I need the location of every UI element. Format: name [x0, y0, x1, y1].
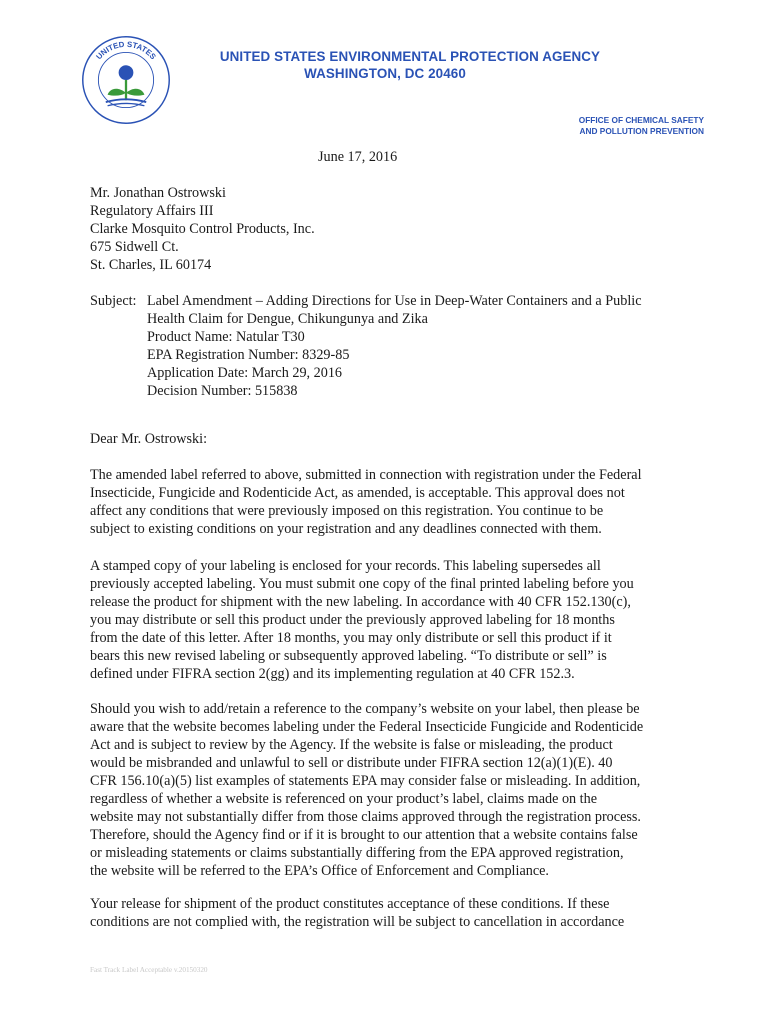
text-line: A stamped copy of your labeling is enclosed for your records. This labeling supersedes all: [90, 558, 601, 574]
office-line-2: AND POLLUTION PREVENTION: [579, 126, 704, 136]
text-line: Should you wish to add/retain a reference to the company’s website on your label, then please be: [90, 701, 640, 717]
office-line-1: OFFICE OF CHEMICAL SAFETY: [578, 115, 704, 125]
text-line: affect any conditions that were previously imposed on this registration. You continue to be: [90, 503, 604, 519]
text-line: Insecticide, Fungicide and Rodenticide Act, as amended, is acceptable. This approval does not: [90, 485, 625, 501]
text-line: would be misbranded and unlawful to sell or distribute under FIFRA section 12(a)(1)(E). 40: [90, 755, 613, 771]
subject-line: Label Amendment – Adding Directions for Use in Deep-Water Containers and a Public: [147, 293, 642, 309]
address-line: Regulatory Affairs III: [90, 203, 214, 219]
address-line: St. Charles, IL 60174: [90, 257, 212, 273]
text-line: previously accepted labeling. You must submit one copy of the final printed labeling before you: [90, 576, 634, 592]
text-line: aware that the website becomes labeling under the Federal Insecticide Fungicide and Rodenticide: [90, 719, 644, 735]
text-line: The amended label referred to above, submitted in connection with registration under the Federal: [90, 467, 642, 483]
subject-line: Product Name: Natular T30: [147, 329, 305, 345]
text-line: bears this new revised labeling or subsequently approved labeling. “To distribute or sell” is: [90, 648, 607, 664]
address-line: Mr. Jonathan Ostrowski: [90, 185, 226, 201]
subject-label: Subject:: [90, 293, 137, 309]
paragraph-approval: [90, 466, 690, 538]
text-line: you may distribute or sell this product under the previously approved labeling for 18 months: [90, 612, 615, 628]
address-line: Clarke Mosquito Control Products, Inc.: [90, 221, 315, 237]
text-line: conditions are not complied with, the registration will be subject to cancellation in accordance: [90, 914, 625, 930]
text-line: subject to existing conditions on your registration and any deadlines connected with them.: [90, 521, 602, 537]
text-line: Therefore, should the Agency find or if it is brought to our attention that a website contains false: [90, 827, 638, 843]
paragraph-labeling: [90, 557, 690, 683]
text-line: Act and is subject to review by the Agency. If the website is false or misleading, the product: [90, 737, 613, 753]
text-line: from the date of this letter. After 18 months, you may only distribute or sell this product if it: [90, 630, 612, 646]
agency-name: UNITED STATES ENVIRONMENTAL PROTECTION AGENCY: [219, 49, 601, 64]
text-line: or misleading statements or claims substantially differing from the EPA approved registration,: [90, 845, 624, 861]
subject-line: Decision Number: 515838: [147, 383, 298, 399]
letter-date: June 17, 2016: [318, 149, 398, 165]
subject-line: Health Claim for Dengue, Chikungunya and Zika: [147, 311, 428, 327]
text-line: regardless of whether a website is referenced on your product’s label, claims made on the: [90, 791, 598, 807]
text-line: the website will be referred to the EPA’s Office of Enforcement and Compliance.: [90, 863, 549, 879]
paragraph-release: [90, 895, 690, 931]
address-line: 675 Sidwell Ct.: [90, 239, 179, 255]
paragraph-website: [90, 700, 690, 880]
salutation: Dear Mr. Ostrowski:: [90, 431, 208, 447]
recipient-address: [90, 184, 315, 274]
footer-note: Fast Track Label Acceptable v.20150320: [90, 966, 208, 974]
text-line: website may not substantially differ from those claims approved through the registration process.: [90, 809, 641, 825]
subject-line: Application Date: March 29, 2016: [147, 365, 343, 381]
subject-line: EPA Registration Number: 8329-85: [147, 347, 350, 363]
text-line: release the product for shipment with the new labeling. In accordance with 40 CFR 152.130(c),: [90, 594, 631, 610]
text-line: defined under FIFRA section 2(gg) and its implementing regulation at 40 CFR 152.3.: [90, 666, 575, 682]
text-line: CFR 156.10(a)(5) list examples of statements EPA may consider false or misleading. In addition,: [90, 773, 641, 789]
svg-text:UNITED STATES: UNITED STATES: [94, 39, 158, 62]
agency-location: WASHINGTON, DC 20460: [304, 66, 466, 81]
text-line: Your release for shipment of the product constitutes acceptance of these conditions. If these: [90, 896, 610, 912]
